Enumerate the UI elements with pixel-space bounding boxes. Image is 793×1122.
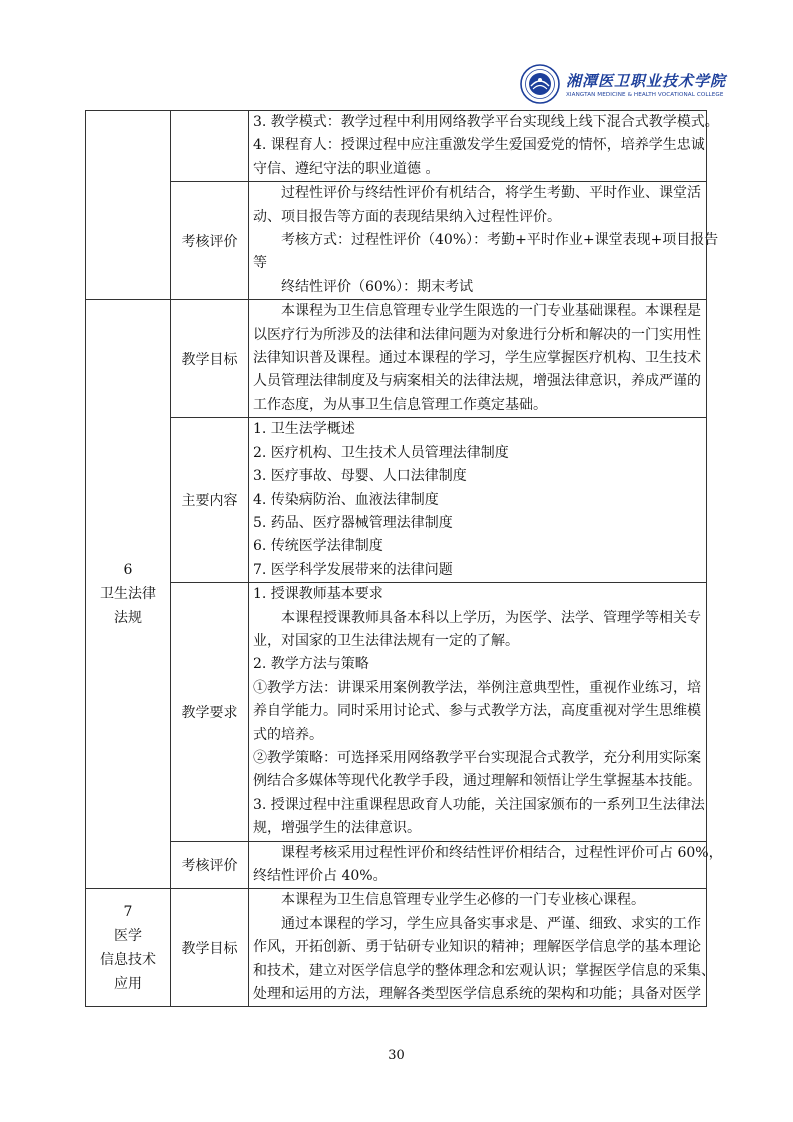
- text-line: 例结合多媒体等现代化教学手段，通过理解和领悟让学生掌握基本技能。: [253, 773, 701, 790]
- text-line: ②教学策略：可选择采用网络教学平台实现混合式教学，充分利用实际案: [253, 749, 701, 766]
- text-line: 本课程为卫生信息管理专业学生必修的一门专业核心课程。: [281, 892, 645, 909]
- text-line: 过程性评价与终结性评价有机结合，将学生考勤、平时作业、课堂活: [281, 185, 701, 202]
- text-line: 处理和运用的方法，理解各类型医学信息系统的架构和功能；具备对医学: [253, 986, 701, 1003]
- table-row: [86, 583, 707, 841]
- logo-english-name: XIANGTAN MEDICINE & HEALTH VOCATIONAL COLLEGE: [566, 92, 724, 98]
- row-label-cell: [171, 111, 249, 182]
- text-line: 守信、遵纪守法的职业道德 。: [253, 160, 440, 177]
- course-name-line: 应用: [114, 975, 142, 992]
- text-line: 通过本课程的学习，学生应具备实事求是、严谨、细致、求实的工作: [281, 915, 701, 932]
- list-item: 5. 药品、医疗器械管理法律制度: [253, 514, 453, 531]
- text-line: 工作态度，为从事卫生信息管理工作奠定基础。: [253, 396, 547, 413]
- goal-label: 教学目标: [171, 300, 249, 418]
- text-line: 课程考核采用过程性评价和终结性评价相结合，过程性评价可占 60%，: [281, 844, 723, 861]
- course-name-line: 卫生法律: [100, 586, 156, 603]
- requirements-cell: [249, 583, 707, 841]
- college-seal-icon: [520, 64, 560, 104]
- course-number: 6: [123, 562, 133, 579]
- list-item: 7. 医学科学发展带来的法律问题: [253, 561, 453, 578]
- list-item: 3. 医疗事故、母婴、人口法律制度: [253, 468, 467, 485]
- text-line: 3. 授课过程中注重课程思政育人功能，关注国家颁布的一系列卫生法律法: [253, 796, 705, 813]
- goal-cell: [249, 889, 715, 1007]
- table-row: [86, 182, 707, 300]
- course-number: 7: [123, 903, 133, 920]
- course-name-cell: [86, 111, 171, 300]
- assessment-cell: [249, 841, 723, 889]
- logo-chinese-name: 湘潭医卫职业技术学院: [566, 72, 727, 90]
- list-item: 4. 传染病防治、血液法律制度: [253, 491, 439, 508]
- text-line: 规，增强学生的法律意识。: [253, 820, 421, 837]
- table-row: [86, 300, 707, 418]
- course-name-cell: [86, 300, 171, 889]
- course-name-line: 法规: [114, 610, 142, 627]
- content-label: 主要内容: [171, 418, 249, 583]
- list-item: 2. 医疗机构、卫生技术人员管理法律制度: [253, 444, 509, 461]
- text-line: 人员管理法律制度及与病案相关的法律法规，增强法律意识，养成严谨的: [253, 373, 701, 390]
- text-line: 本课程为卫生信息管理专业学生限选的一门专业基础课程。本课程是: [281, 303, 701, 320]
- teaching-requirements-cell: [249, 111, 719, 182]
- text-line: 作风，开拓创新、勇于钻研专业知识的精神；理解医学信息学的基本理论: [253, 939, 701, 956]
- course-name-line: 医学: [114, 927, 142, 944]
- text-line: 等: [253, 255, 267, 272]
- text-line: 终结性评价（60%）：期末考试: [281, 278, 474, 295]
- table-row: [86, 889, 707, 1007]
- text-line: 业，对国家的卫生法律法规有一定的了解。: [253, 632, 519, 649]
- list-item: 6. 传统医学法律制度: [253, 538, 383, 555]
- requirements-label: 教学要求: [171, 583, 249, 841]
- course-table: [85, 110, 723, 1007]
- goal-label: 教学目标: [171, 889, 249, 1007]
- table-row: [86, 841, 707, 889]
- text-line: 3. 教学模式：教学过程中利用网络教学平台实现线上线下混合式教学模式。: [253, 114, 719, 130]
- table-row: [86, 418, 707, 583]
- text-line: 终结性评价占 40%。: [253, 868, 387, 884]
- course-name-line: 信息技术: [100, 951, 156, 968]
- table-row: [86, 111, 707, 182]
- goal-cell: [249, 300, 707, 418]
- assessment-label: 考核评价: [171, 841, 249, 889]
- course-name-cell: [86, 889, 171, 1007]
- text-line: 2. 教学方法与策略: [253, 656, 369, 673]
- text-line: 和技术，建立对医学信息学的整体理念和宏观认识；掌握医学信息的采集、: [253, 962, 715, 979]
- text-line: 1. 授课教师基本要求: [253, 586, 383, 603]
- list-item: 1. 卫生法学概述: [253, 421, 355, 438]
- text-line: 法律知识普及课程。通过本课程的学习，学生应掌握医疗机构、卫生技术: [253, 350, 701, 367]
- text-line: 以医疗行为所涉及的法律和法律问题为对象进行分析和解决的一门实用性: [253, 326, 701, 343]
- assessment-label: 考核评价: [171, 182, 249, 300]
- text-line: ①教学方法：讲课采用案例教学法，举例注意典型性，重视作业练习，培: [253, 679, 701, 696]
- assessment-cell: [249, 182, 719, 300]
- text-line: 式的培养。: [253, 726, 323, 743]
- content-cell: [249, 418, 707, 583]
- text-line: 4. 课程育人：授课过程中应注重激发学生爱国爱党的情怀，培养学生忠诚: [253, 137, 705, 154]
- college-logo: [520, 62, 735, 106]
- text-line: 养自学能力。同时采用讨论式、参与式教学方法，高度重视对学生思维模: [253, 703, 701, 720]
- text-line: 本课程授课教师具备本科以上学历，为医学、法学、管理学等相关专: [281, 609, 701, 626]
- text-line: 考核方式：过程性评价（40%）：考勤+平时作业+课堂表现+项目报告: [281, 232, 719, 249]
- text-line: 动、项目报告等方面的表现结果纳入过程性评价。: [253, 208, 561, 225]
- page-number: 30: [388, 1048, 405, 1063]
